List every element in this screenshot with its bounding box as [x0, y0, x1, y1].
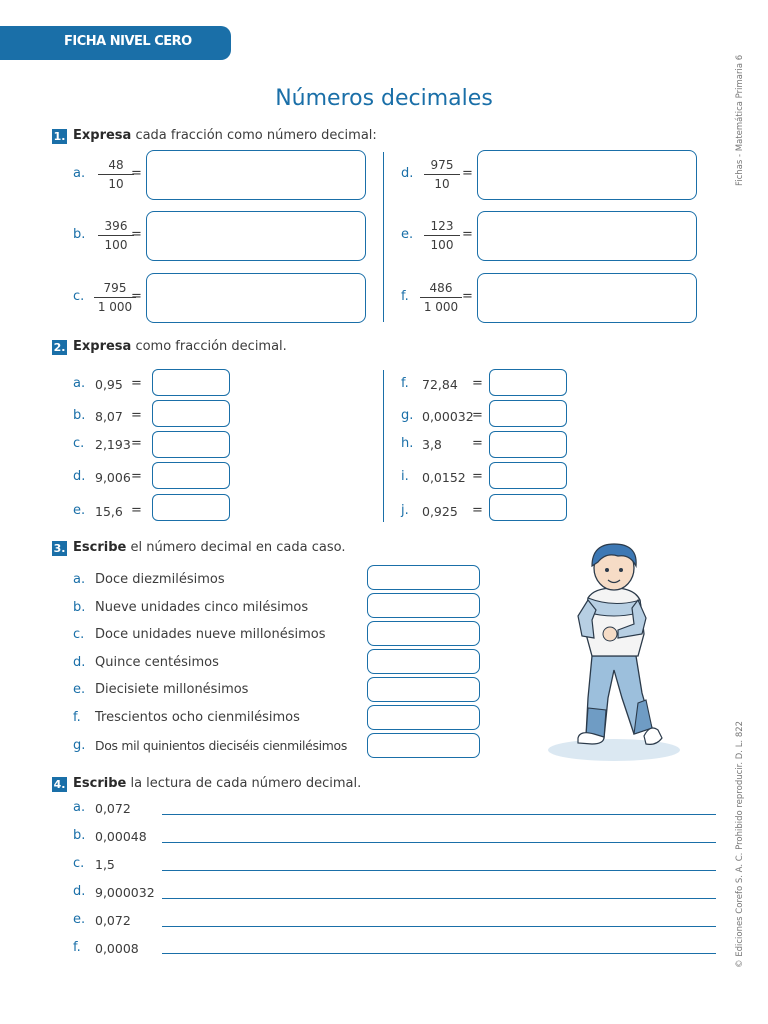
boy-illustration [548, 538, 683, 763]
ex3-text-a: Doce diezmilésimos [95, 572, 225, 587]
ex3-answer-box-c[interactable] [367, 621, 480, 646]
ex3-text-b: Nueve unidades cinco milésimos [95, 600, 309, 615]
ex4-answer-line-d[interactable] [162, 898, 716, 899]
ex2-letter-d: d. [73, 469, 86, 484]
ex3-text-f: Trescientos ocho cienmilésimos [95, 710, 300, 725]
equals-sign: = [472, 408, 483, 423]
exercise-1-number: 1. [53, 130, 66, 143]
ex2-answer-box-i[interactable] [489, 462, 567, 489]
ex2-value-j: 0,925 [422, 504, 458, 519]
ex4-answer-line-e[interactable] [162, 926, 716, 927]
ex2-letter-e: e. [73, 503, 86, 518]
exercise-3-number: 3. [53, 542, 66, 555]
ex2-value-b: 8,07 [95, 409, 123, 424]
ex2-value-h: 3,8 [422, 437, 442, 452]
ex2-value-i: 0,0152 [422, 470, 466, 485]
equals-sign: = [472, 436, 483, 451]
equals-sign: = [131, 469, 142, 484]
equals-sign: = [472, 376, 483, 391]
ex3-letter-f: f. [73, 710, 81, 725]
ex2-answer-box-a[interactable] [152, 369, 230, 396]
ex1-fraction-c: $\frac{795}{1 000}$ [94, 279, 136, 316]
ex2-value-c: 2,193 [95, 437, 131, 452]
equals-sign: = [131, 503, 142, 518]
ex1-answer-box-a[interactable] [146, 150, 366, 200]
ex1-letter-e: e. [401, 227, 414, 242]
ex4-value-f: 0,0008 [95, 941, 139, 956]
ex2-letter-f: f. [401, 376, 409, 391]
ex1-letter-c: c. [73, 289, 85, 304]
ex2-value-e: 15,6 [95, 504, 123, 519]
equals-sign: = [131, 376, 142, 391]
equals-sign: = [131, 227, 142, 242]
exercise-3-instruction: Escribe el número decimal en cada caso. [73, 540, 346, 555]
ex2-value-d: 9,006 [95, 470, 131, 485]
ex3-text-e: Diecisiete millonésimos [95, 682, 249, 697]
ex3-letter-d: d. [73, 655, 86, 670]
ex2-letter-c: c. [73, 436, 85, 451]
ex3-letter-g: g. [73, 738, 86, 753]
ex4-answer-line-b[interactable] [162, 842, 716, 843]
side-note-top: Fichas - Matemática Primaria 6 [735, 54, 745, 186]
ex2-letter-b: b. [73, 408, 86, 423]
ex2-answer-box-e[interactable] [152, 494, 230, 521]
ex1-fraction-e: $\frac{123}{100}$ [424, 217, 460, 254]
exercise-4-number: 4. [53, 778, 66, 791]
ex3-letter-e: e. [73, 682, 86, 697]
exercise-4-instruction: Escribe la lectura de cada número decimal. [73, 776, 362, 791]
exercise-2-number: 2. [53, 341, 66, 354]
equals-sign: = [131, 436, 142, 451]
ex1-letter-a: a. [73, 166, 86, 181]
ex4-answer-line-c[interactable] [162, 870, 716, 871]
ex2-answer-box-g[interactable] [489, 400, 567, 427]
equals-sign: = [462, 166, 473, 181]
ex3-letter-c: c. [73, 627, 85, 642]
ex4-letter-a: a. [73, 800, 86, 815]
ex4-letter-e: e. [73, 912, 86, 927]
equals-sign: = [131, 408, 142, 423]
ex1-fraction-d: $\frac{975}{10}$ [424, 156, 460, 193]
ex2-answer-box-f[interactable] [489, 369, 567, 396]
equals-sign: = [131, 166, 142, 181]
side-note-bottom: © Ediciones Corefo S. A. C. Prohibido reproducir. D. L. 822 [735, 720, 745, 968]
ex4-value-b: 0,00048 [95, 829, 147, 844]
ex4-letter-f: f. [73, 940, 81, 955]
header-label: FICHA NIVEL CERO [64, 34, 192, 49]
ex1-letter-b: b. [73, 227, 86, 242]
ex4-answer-line-f[interactable] [162, 953, 716, 954]
exercise-2-instruction: Expresa como fracción decimal. [73, 339, 287, 354]
ex2-letter-g: g. [401, 408, 414, 423]
ex1-answer-box-c[interactable] [146, 273, 366, 323]
ex1-answer-box-b[interactable] [146, 211, 366, 261]
ex3-text-d: Quince centésimos [95, 655, 219, 670]
ex2-letter-a: a. [73, 376, 86, 391]
ex3-letter-a: a. [73, 572, 86, 587]
ex2-answer-box-h[interactable] [489, 431, 567, 458]
ex4-value-a: 0,072 [95, 801, 131, 816]
equals-sign: = [472, 469, 483, 484]
ex3-letter-b: b. [73, 600, 86, 615]
ex1-letter-f: f. [401, 289, 409, 304]
ex1-answer-box-d[interactable] [477, 150, 697, 200]
ex2-value-g: 0,00032 [422, 409, 474, 424]
ex3-answer-box-a[interactable] [367, 565, 480, 590]
equals-sign: = [472, 503, 483, 518]
ex4-value-e: 0,072 [95, 913, 131, 928]
equals-sign: = [462, 227, 473, 242]
ex2-answer-box-c[interactable] [152, 431, 230, 458]
ex4-letter-d: d. [73, 884, 86, 899]
ex1-fraction-a: $\frac{48}{10}$ [98, 156, 134, 193]
ex4-letter-c: c. [73, 856, 85, 871]
exercise-1-divider [383, 152, 384, 322]
ex3-text-c: Doce unidades nueve millonésimos [95, 627, 326, 642]
ex3-answer-box-f[interactable] [367, 705, 480, 730]
ex4-answer-line-a[interactable] [162, 814, 716, 815]
ex2-letter-h: h. [401, 436, 414, 451]
ex4-value-d: 9,000032 [95, 885, 155, 900]
ex1-fraction-f: $\frac{486}{1 000}$ [420, 279, 462, 316]
ex1-fraction-b: $\frac{396}{100}$ [98, 217, 134, 254]
ex3-answer-box-b[interactable] [367, 593, 480, 618]
ex4-value-c: 1,5 [95, 857, 115, 872]
ex4-letter-b: b. [73, 828, 86, 843]
ex2-value-f: 72,84 [422, 377, 458, 392]
ex2-answer-box-b[interactable] [152, 400, 230, 427]
page-title: Números decimales [275, 86, 493, 111]
exercise-1-instruction: Expresa cada fracción como número decimal: [73, 128, 377, 143]
ex3-answer-box-e[interactable] [367, 677, 480, 702]
ex2-letter-j: j. [401, 503, 409, 518]
ex2-answer-box-d[interactable] [152, 462, 230, 489]
exercise-2-divider [383, 370, 384, 522]
equals-sign: = [131, 289, 142, 304]
ex2-answer-box-j[interactable] [489, 494, 567, 521]
ex2-letter-i: i. [401, 469, 409, 484]
ex3-answer-box-g[interactable] [367, 733, 480, 758]
ex1-answer-box-f[interactable] [477, 273, 697, 323]
ex1-letter-d: d. [401, 166, 414, 181]
ex1-answer-box-e[interactable] [477, 211, 697, 261]
ex2-value-a: 0,95 [95, 377, 123, 392]
equals-sign: = [462, 289, 473, 304]
ex3-answer-box-d[interactable] [367, 649, 480, 674]
ex3-text-g: Dos mil quinientos dieciséis cienmilésimos [95, 738, 347, 753]
